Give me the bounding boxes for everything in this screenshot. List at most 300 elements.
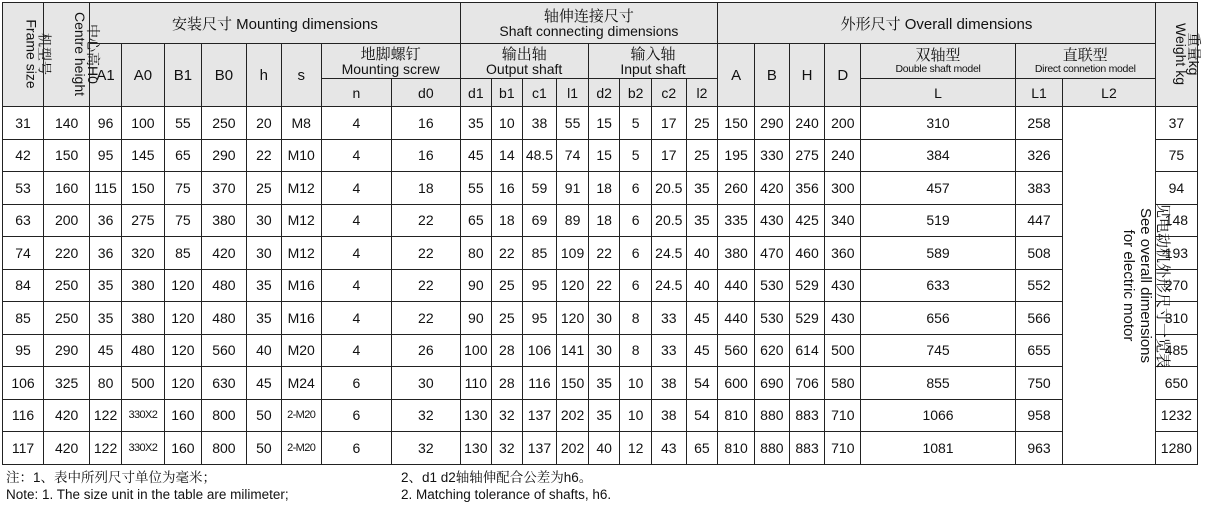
note-2-cn: 2、d1 d2轴轴伸配合公差为h6。	[401, 469, 593, 485]
table-row	[3, 302, 1198, 335]
cell-b1: 160	[164, 432, 201, 465]
cell-l1: 141	[557, 334, 589, 367]
cell-A: 195	[718, 139, 755, 172]
cell-b1: 120	[164, 302, 201, 335]
cell-l1: 202	[557, 432, 589, 465]
cell-H: 529	[789, 302, 825, 335]
cell-L1: 383	[1015, 172, 1062, 205]
table-row	[3, 367, 1198, 400]
table-row	[3, 237, 1198, 270]
cell-s: M8	[281, 107, 321, 140]
table-row	[3, 399, 1198, 432]
col-c1-header: c1	[522, 79, 557, 107]
cell-D: 500	[825, 334, 861, 367]
cell-a1: 122	[90, 399, 122, 432]
cell-h: 25	[247, 172, 282, 205]
cell-d1: 130	[460, 399, 492, 432]
cell-a0: 380	[121, 302, 164, 335]
cell-l2: 54	[686, 399, 718, 432]
cell-d2: 40	[588, 432, 620, 465]
cell-s: M20	[281, 334, 321, 367]
table-row	[3, 107, 1198, 140]
cell-L: 519	[861, 204, 1016, 237]
cell-d2: 22	[588, 269, 620, 302]
cell-D: 200	[825, 107, 861, 140]
cell-bb2: 5	[620, 139, 652, 172]
cell-bb2: 10	[620, 399, 652, 432]
cell-d0: 16	[392, 107, 460, 140]
cell-D: 710	[825, 432, 861, 465]
cell-h0: 140	[44, 107, 90, 140]
cell-d0: 26	[392, 334, 460, 367]
table-body	[3, 107, 1198, 465]
col-d0-header: d0	[392, 79, 460, 107]
cell-frame: 63	[3, 204, 44, 237]
cell-d1: 90	[460, 269, 492, 302]
cell-s: M12	[281, 204, 321, 237]
cell-c1: 85	[522, 237, 557, 270]
cell-a0: 150	[121, 172, 164, 205]
cell-H: 356	[789, 172, 825, 205]
col-L-header: L	[861, 79, 1016, 107]
cell-l2: 40	[686, 269, 718, 302]
cell-a0: 100	[121, 107, 164, 140]
cell-B: 530	[755, 269, 790, 302]
dimension-sheet	[2, 2, 1202, 503]
cell-bb1: 18	[492, 204, 523, 237]
cell-l2: 54	[686, 367, 718, 400]
cell-s: M16	[281, 302, 321, 335]
cell-h0: 250	[44, 302, 90, 335]
cell-c2: 38	[651, 367, 686, 400]
cell-h: 35	[247, 302, 282, 335]
cell-l2: 25	[686, 139, 718, 172]
cell-s: M24	[281, 367, 321, 400]
cell-c2: 17	[651, 139, 686, 172]
cell-d0: 18	[392, 172, 460, 205]
cell-s: M16	[281, 269, 321, 302]
dimension-table	[2, 2, 1202, 465]
cell-d2: 35	[588, 399, 620, 432]
cell-bb1: 32	[492, 399, 523, 432]
cell-a1: 36	[90, 204, 122, 237]
cell-weight: 485	[1155, 334, 1197, 367]
cell-L1: 963	[1015, 432, 1062, 465]
cell-d1: 110	[460, 367, 492, 400]
col-D-header: D	[825, 44, 861, 107]
cell-d0: 22	[392, 269, 460, 302]
cell-h: 40	[247, 334, 282, 367]
cell-H: 460	[789, 237, 825, 270]
cell-weight: 193	[1155, 237, 1197, 270]
cell-D: 340	[825, 204, 861, 237]
cell-c1: 48.5	[522, 139, 557, 172]
cell-B: 470	[755, 237, 790, 270]
cell-n: 4	[321, 302, 391, 335]
cell-b0: 560	[201, 334, 246, 367]
cell-L: 1081	[861, 432, 1016, 465]
cell-D: 430	[825, 302, 861, 335]
cell-h0: 150	[44, 139, 90, 172]
cell-h: 50	[247, 432, 282, 465]
col-h-header: h	[247, 44, 282, 107]
cell-frame: 74	[3, 237, 44, 270]
cell-n: 4	[321, 204, 391, 237]
cell-A: 380	[718, 237, 755, 270]
cell-c1: 106	[522, 334, 557, 367]
cell-bb1: 28	[492, 367, 523, 400]
col-A-header: A	[718, 44, 755, 107]
cell-c1: 137	[522, 432, 557, 465]
cell-h: 30	[247, 204, 282, 237]
cell-L1: 508	[1015, 237, 1062, 270]
direct-connection-header: 直联型 Direct connetion model	[1015, 44, 1155, 79]
cell-h: 45	[247, 367, 282, 400]
cell-b0: 370	[201, 172, 246, 205]
centre-height-header: 中心高H0 Centre height	[44, 3, 90, 107]
cell-a0: 480	[121, 334, 164, 367]
cell-s: 2-M20	[281, 432, 321, 465]
cell-L1: 326	[1015, 139, 1062, 172]
cell-A: 810	[718, 399, 755, 432]
cell-n: 6	[321, 432, 391, 465]
cell-l1: 120	[557, 302, 589, 335]
cell-weight: 270	[1155, 269, 1197, 302]
col-H-header: H	[789, 44, 825, 107]
table-row	[3, 172, 1198, 205]
cell-b0: 250	[201, 107, 246, 140]
cell-s: M12	[281, 172, 321, 205]
cell-h0: 250	[44, 269, 90, 302]
cell-A: 440	[718, 269, 755, 302]
cell-d0: 32	[392, 432, 460, 465]
cell-n: 4	[321, 139, 391, 172]
cell-H: 529	[789, 269, 825, 302]
table-row	[3, 432, 1198, 465]
cell-B: 420	[755, 172, 790, 205]
cell-bb2: 5	[620, 107, 652, 140]
cell-d0: 30	[392, 367, 460, 400]
cell-a0: 330X2	[121, 432, 164, 465]
merged-l2-note	[1063, 107, 1172, 465]
cell-bb1: 14	[492, 139, 523, 172]
merged-l2-en1: See overall dimensions	[1137, 207, 1155, 363]
cell-bb1: 25	[492, 269, 523, 302]
cell-frame: 106	[3, 367, 44, 400]
cell-frame: 53	[3, 172, 44, 205]
output-shaft-header: 输出轴 Output shaft	[460, 44, 588, 79]
cell-c2: 20.5	[651, 204, 686, 237]
cell-bb1: 22	[492, 237, 523, 270]
cell-a1: 96	[90, 107, 122, 140]
cell-l1: 109	[557, 237, 589, 270]
cell-b1: 85	[164, 237, 201, 270]
merged-l2-cn: 见电动机外形尺寸一览表	[1154, 202, 1172, 368]
col-d1-header: d1	[460, 79, 492, 107]
cell-h0: 200	[44, 204, 90, 237]
cell-a0: 320	[121, 237, 164, 270]
cell-a0: 145	[121, 139, 164, 172]
cell-n: 6	[321, 367, 391, 400]
mounting-screw-header: 地脚螺钉 Mounting screw	[321, 44, 460, 79]
cell-A: 260	[718, 172, 755, 205]
cell-d0: 16	[392, 139, 460, 172]
cell-b0: 480	[201, 302, 246, 335]
cell-d1: 90	[460, 302, 492, 335]
cell-n: 4	[321, 334, 391, 367]
cell-H: 240	[789, 107, 825, 140]
table-row	[3, 334, 1198, 367]
cell-B: 690	[755, 367, 790, 400]
cell-b1: 65	[164, 139, 201, 172]
cell-A: 440	[718, 302, 755, 335]
cell-l1: 150	[557, 367, 589, 400]
cell-c1: 137	[522, 399, 557, 432]
cell-bb2: 6	[620, 237, 652, 270]
cell-d0: 22	[392, 302, 460, 335]
cell-L: 310	[861, 107, 1016, 140]
cell-a0: 380	[121, 269, 164, 302]
cell-frame: 116	[3, 399, 44, 432]
col-c2-header: c2	[651, 79, 686, 107]
note-1-cn: 注：1、表中所列尺寸单位为毫米；	[6, 469, 217, 485]
cell-B: 330	[755, 139, 790, 172]
cell-d1: 55	[460, 172, 492, 205]
cell-c2: 17	[651, 107, 686, 140]
cell-b1: 55	[164, 107, 201, 140]
cell-weight: 37	[1155, 107, 1197, 140]
table-row	[3, 204, 1198, 237]
cell-d2: 15	[588, 139, 620, 172]
cell-L: 633	[861, 269, 1016, 302]
weight-header: 重量kg Weight kg	[1155, 3, 1197, 107]
cell-l1: 89	[557, 204, 589, 237]
cell-d1: 130	[460, 432, 492, 465]
cell-l1: 202	[557, 399, 589, 432]
cell-B: 290	[755, 107, 790, 140]
cell-L: 855	[861, 367, 1016, 400]
cell-l1: 74	[557, 139, 589, 172]
cell-B: 880	[755, 399, 790, 432]
cell-s: M12	[281, 237, 321, 270]
cell-bb2: 8	[620, 334, 652, 367]
cell-b1: 120	[164, 269, 201, 302]
cell-B: 620	[755, 334, 790, 367]
cell-c2: 24.5	[651, 269, 686, 302]
cell-h: 35	[247, 269, 282, 302]
note-1-en: Note: 1. The size unit in the table are milimeter;	[6, 486, 289, 502]
input-shaft-header: 输入轴 Input shaft	[588, 44, 717, 79]
cell-c1: 116	[522, 367, 557, 400]
cell-d1: 45	[460, 139, 492, 172]
cell-D: 430	[825, 269, 861, 302]
cell-n: 4	[321, 172, 391, 205]
cell-b0: 380	[201, 204, 246, 237]
cell-d2: 18	[588, 204, 620, 237]
cell-h0: 290	[44, 334, 90, 367]
cell-d2: 30	[588, 334, 620, 367]
cell-c1: 95	[522, 302, 557, 335]
cell-bb1: 32	[492, 432, 523, 465]
mounting-dimensions-header: 安装尺寸 Mounting dimensions	[90, 3, 460, 44]
cell-L: 745	[861, 334, 1016, 367]
cell-a0: 330X2	[121, 399, 164, 432]
cell-s: M10	[281, 139, 321, 172]
cell-L: 589	[861, 237, 1016, 270]
cell-L1: 958	[1015, 399, 1062, 432]
cell-b0: 800	[201, 432, 246, 465]
cell-d2: 35	[588, 367, 620, 400]
cell-b0: 630	[201, 367, 246, 400]
shaft-connecting-header: 轴伸连接尺寸 Shaft connecting dimensions	[460, 3, 718, 44]
col-b1-header: B1	[164, 44, 201, 107]
cell-c2: 20.5	[651, 172, 686, 205]
table-row	[3, 269, 1198, 302]
cell-l2: 35	[686, 172, 718, 205]
cell-b1: 160	[164, 399, 201, 432]
cell-bb2: 8	[620, 302, 652, 335]
cell-h: 20	[247, 107, 282, 140]
cell-bb1: 10	[492, 107, 523, 140]
cell-weight: 650	[1155, 367, 1197, 400]
cell-bb2: 6	[620, 269, 652, 302]
cell-weight: 310	[1155, 302, 1197, 335]
col-B-header: B	[755, 44, 790, 107]
cell-b1: 75	[164, 172, 201, 205]
col-b0-header: B0	[201, 44, 246, 107]
cell-l2: 25	[686, 107, 718, 140]
table-row	[3, 139, 1198, 172]
cell-n: 4	[321, 107, 391, 140]
cell-c1: 95	[522, 269, 557, 302]
cell-frame: 95	[3, 334, 44, 367]
cell-d0: 32	[392, 399, 460, 432]
overall-dimensions-header: 外形尺寸 Overall dimensions	[718, 3, 1156, 44]
cell-n: 6	[321, 399, 391, 432]
cell-d0: 22	[392, 237, 460, 270]
cell-c1: 69	[522, 204, 557, 237]
cell-weight: 148	[1155, 204, 1197, 237]
cell-H: 425	[789, 204, 825, 237]
cell-L: 384	[861, 139, 1016, 172]
cell-l1: 55	[557, 107, 589, 140]
cell-n: 4	[321, 237, 391, 270]
cell-l2: 65	[686, 432, 718, 465]
cell-d1: 100	[460, 334, 492, 367]
cell-weight: 1232	[1155, 399, 1197, 432]
col-d2-header: d2	[588, 79, 620, 107]
cell-c2: 43	[651, 432, 686, 465]
cell-L: 656	[861, 302, 1016, 335]
cell-H: 883	[789, 432, 825, 465]
cell-a1: 36	[90, 237, 122, 270]
cell-bb2: 12	[620, 432, 652, 465]
table-header	[3, 3, 1202, 107]
cell-bb2: 6	[620, 172, 652, 205]
col-l2-header: l2	[686, 79, 718, 107]
cell-A: 335	[718, 204, 755, 237]
cell-l1: 91	[557, 172, 589, 205]
cell-a0: 275	[121, 204, 164, 237]
cell-a0: 500	[121, 367, 164, 400]
cell-d1: 65	[460, 204, 492, 237]
col-s-header: s	[281, 44, 321, 107]
cell-b1: 75	[164, 204, 201, 237]
cell-h0: 420	[44, 432, 90, 465]
cell-D: 360	[825, 237, 861, 270]
cell-D: 240	[825, 139, 861, 172]
cell-c2: 24.5	[651, 237, 686, 270]
cell-d2: 22	[588, 237, 620, 270]
cell-a1: 45	[90, 334, 122, 367]
col-n-header: n	[321, 79, 391, 107]
cell-d2: 15	[588, 107, 620, 140]
cell-d1: 80	[460, 237, 492, 270]
cell-b1: 120	[164, 334, 201, 367]
notes	[6, 469, 1198, 503]
col-b2-header: b2	[620, 79, 652, 107]
frame-size-header: 机型号 Frame size	[3, 3, 44, 107]
cell-frame: 42	[3, 139, 44, 172]
cell-h: 50	[247, 399, 282, 432]
cell-b0: 480	[201, 269, 246, 302]
cell-D: 300	[825, 172, 861, 205]
cell-a1: 122	[90, 432, 122, 465]
cell-a1: 80	[90, 367, 122, 400]
cell-l2: 45	[686, 334, 718, 367]
col-L2-header: L2	[1063, 79, 1156, 107]
cell-l1: 120	[557, 269, 589, 302]
cell-b1: 120	[164, 367, 201, 400]
cell-h: 30	[247, 237, 282, 270]
cell-b0: 420	[201, 237, 246, 270]
merged-l2-en2: for electric motor	[1120, 229, 1138, 342]
cell-frame: 85	[3, 302, 44, 335]
cell-c2: 33	[651, 334, 686, 367]
cell-L1: 258	[1015, 107, 1062, 140]
cell-l2: 45	[686, 302, 718, 335]
cell-c2: 33	[651, 302, 686, 335]
double-shaft-header: 双轴型 Double shaft model	[861, 44, 1016, 79]
cell-b0: 800	[201, 399, 246, 432]
col-a0-header: A0	[121, 44, 164, 107]
cell-h0: 325	[44, 367, 90, 400]
cell-H: 706	[789, 367, 825, 400]
cell-h0: 220	[44, 237, 90, 270]
cell-d1: 35	[460, 107, 492, 140]
cell-weight: 1280	[1155, 432, 1197, 465]
cell-c2: 38	[651, 399, 686, 432]
col-l1-header: l1	[557, 79, 589, 107]
col-L1-header: L1	[1015, 79, 1062, 107]
cell-L: 1066	[861, 399, 1016, 432]
cell-bb2: 10	[620, 367, 652, 400]
cell-bb1: 16	[492, 172, 523, 205]
cell-d2: 18	[588, 172, 620, 205]
cell-h0: 420	[44, 399, 90, 432]
cell-H: 614	[789, 334, 825, 367]
cell-L1: 566	[1015, 302, 1062, 335]
cell-h0: 160	[44, 172, 90, 205]
cell-frame: 84	[3, 269, 44, 302]
cell-bb1: 28	[492, 334, 523, 367]
cell-n: 4	[321, 269, 391, 302]
cell-D: 580	[825, 367, 861, 400]
cell-A: 560	[718, 334, 755, 367]
cell-D: 710	[825, 399, 861, 432]
cell-frame: 31	[3, 107, 44, 140]
cell-a1: 35	[90, 269, 122, 302]
